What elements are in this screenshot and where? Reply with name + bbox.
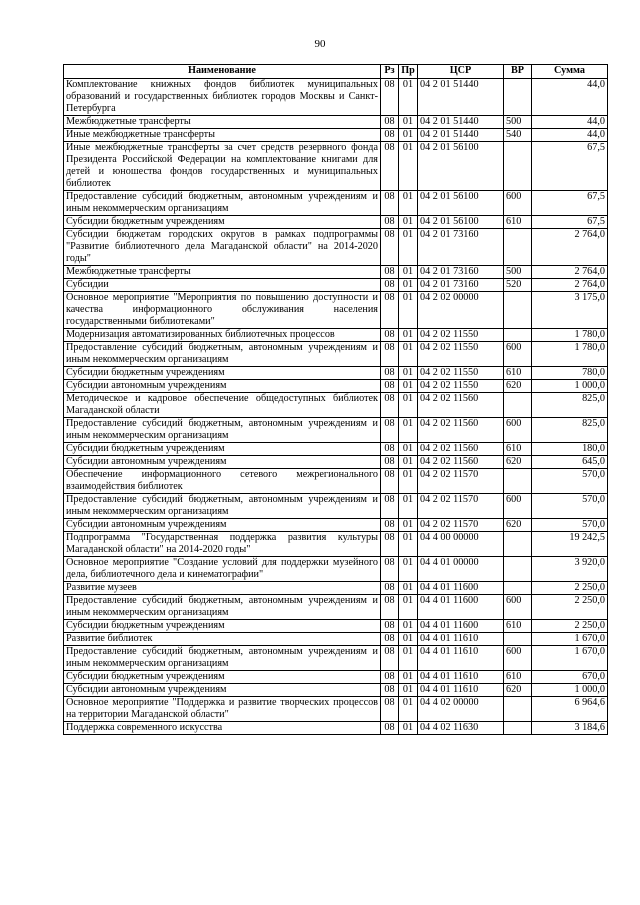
row-csr-cell: 04 2 02 11560	[418, 456, 504, 469]
row-name-cell: Подпрограмма "Государственная поддержка развития культуры Магаданской области" на 2014-2020 годы"	[64, 532, 381, 557]
row-vr-cell	[504, 142, 532, 191]
row-vr-cell	[504, 697, 532, 722]
row-sum-cell: 2 250,0	[532, 620, 608, 633]
table-row	[64, 519, 608, 532]
row-vr-cell	[504, 582, 532, 595]
row-rz-cell: 08	[381, 532, 399, 557]
row-pr-cell: 01	[399, 456, 418, 469]
row-csr-cell: 04 2 02 00000	[418, 292, 504, 329]
row-csr-cell: 04 2 01 56100	[418, 216, 504, 229]
row-rz-cell: 08	[381, 633, 399, 646]
row-name-cell: Предоставление субсидий бюджетным, автономным учреждениям и иным некоммерческим организациям	[64, 646, 381, 671]
row-sum-cell: 2 250,0	[532, 595, 608, 620]
row-rz-cell: 08	[381, 494, 399, 519]
row-csr-cell: 04 2 01 73160	[418, 229, 504, 266]
row-name-cell: Межбюджетные трансферты	[64, 266, 381, 279]
row-vr-cell: 610	[504, 620, 532, 633]
row-sum-cell: 1 000,0	[532, 380, 608, 393]
table-row	[64, 229, 608, 266]
row-sum-cell: 19 242,5	[532, 532, 608, 557]
row-vr-cell	[504, 79, 532, 116]
row-csr-cell: 04 4 01 11600	[418, 595, 504, 620]
row-rz-cell: 08	[381, 722, 399, 735]
row-name-cell: Субсидии автономным учреждениям	[64, 684, 381, 697]
row-rz-cell: 08	[381, 342, 399, 367]
table-row	[64, 697, 608, 722]
row-csr-cell: 04 4 01 11610	[418, 684, 504, 697]
row-vr-cell: 600	[504, 342, 532, 367]
row-name-cell: Предоставление субсидий бюджетным, автономным учреждениям и иным некоммерческим организациям	[64, 418, 381, 443]
row-sum-cell: 6 964,6	[532, 697, 608, 722]
row-pr-cell: 01	[399, 722, 418, 735]
row-sum-cell: 1 670,0	[532, 633, 608, 646]
header-pr: Пр	[399, 65, 418, 79]
row-csr-cell: 04 2 01 51440	[418, 116, 504, 129]
row-name-cell: Субсидии автономным учреждениям	[64, 456, 381, 469]
row-name-cell: Методическое и кадровое обеспечение общедоступных библиотек Магаданской области	[64, 393, 381, 418]
row-name-cell: Субсидии	[64, 279, 381, 292]
row-rz-cell: 08	[381, 279, 399, 292]
row-rz-cell: 08	[381, 191, 399, 216]
row-csr-cell: 04 2 02 11550	[418, 342, 504, 367]
row-name-cell: Иные межбюджетные трансферты	[64, 129, 381, 142]
row-name-cell: Субсидии автономным учреждениям	[64, 519, 381, 532]
row-pr-cell: 01	[399, 142, 418, 191]
row-pr-cell: 01	[399, 216, 418, 229]
table-row	[64, 722, 608, 735]
row-rz-cell: 08	[381, 595, 399, 620]
row-sum-cell: 1 670,0	[532, 646, 608, 671]
row-csr-cell: 04 4 01 11600	[418, 620, 504, 633]
row-csr-cell: 04 4 01 00000	[418, 557, 504, 582]
table-row	[64, 342, 608, 367]
table-row	[64, 684, 608, 697]
row-pr-cell: 01	[399, 229, 418, 266]
row-sum-cell: 3 184,6	[532, 722, 608, 735]
row-rz-cell: 08	[381, 671, 399, 684]
row-sum-cell: 44,0	[532, 79, 608, 116]
table-row	[64, 671, 608, 684]
row-rz-cell: 08	[381, 229, 399, 266]
row-name-cell: Предоставление субсидий бюджетным, автономным учреждениям и иным некоммерческим организациям	[64, 494, 381, 519]
row-sum-cell: 2 250,0	[532, 582, 608, 595]
row-vr-cell: 600	[504, 595, 532, 620]
row-pr-cell: 01	[399, 519, 418, 532]
row-csr-cell: 04 2 02 11550	[418, 329, 504, 342]
row-csr-cell: 04 2 02 11570	[418, 469, 504, 494]
row-sum-cell: 67,5	[532, 142, 608, 191]
table-row	[64, 367, 608, 380]
row-rz-cell: 08	[381, 329, 399, 342]
row-rz-cell: 08	[381, 116, 399, 129]
header-vr: ВР	[504, 65, 532, 79]
row-vr-cell	[504, 393, 532, 418]
row-pr-cell: 01	[399, 532, 418, 557]
page-number: 90	[314, 38, 326, 50]
row-vr-cell: 620	[504, 684, 532, 697]
row-vr-cell	[504, 292, 532, 329]
row-csr-cell: 04 2 01 73160	[418, 266, 504, 279]
row-name-cell: Развитие музеев	[64, 582, 381, 595]
row-pr-cell: 01	[399, 697, 418, 722]
row-pr-cell: 01	[399, 191, 418, 216]
row-rz-cell: 08	[381, 266, 399, 279]
row-vr-cell	[504, 329, 532, 342]
row-rz-cell: 08	[381, 79, 399, 116]
table-row	[64, 582, 608, 595]
row-pr-cell: 01	[399, 393, 418, 418]
row-sum-cell: 570,0	[532, 494, 608, 519]
table-row	[64, 595, 608, 620]
row-vr-cell	[504, 557, 532, 582]
row-csr-cell: 04 2 02 11570	[418, 494, 504, 519]
row-vr-cell: 600	[504, 646, 532, 671]
table-row	[64, 266, 608, 279]
table-row	[64, 469, 608, 494]
row-pr-cell: 01	[399, 620, 418, 633]
table-row	[64, 646, 608, 671]
row-rz-cell: 08	[381, 129, 399, 142]
row-csr-cell: 04 2 01 51440	[418, 129, 504, 142]
row-csr-cell: 04 4 01 11600	[418, 582, 504, 595]
row-csr-cell: 04 2 01 56100	[418, 142, 504, 191]
table-row	[64, 532, 608, 557]
budget-table	[63, 64, 608, 735]
row-name-cell: Субсидии бюджетным учреждениям	[64, 671, 381, 684]
row-csr-cell: 04 2 02 11550	[418, 367, 504, 380]
row-name-cell: Субсидии бюджетным учреждениям	[64, 620, 381, 633]
row-csr-cell: 04 2 02 11550	[418, 380, 504, 393]
row-name-cell: Субсидии бюджетам городских округов в рамках подпрограммы "Развитие библиотечного дела Магаданской области" на 2014-2020 годы"	[64, 229, 381, 266]
row-rz-cell: 08	[381, 380, 399, 393]
row-sum-cell: 3 175,0	[532, 292, 608, 329]
row-sum-cell: 44,0	[532, 116, 608, 129]
row-rz-cell: 08	[381, 557, 399, 582]
header-name: Наименование	[64, 65, 381, 79]
row-vr-cell: 500	[504, 116, 532, 129]
table-row	[64, 633, 608, 646]
row-name-cell: Предоставление субсидий бюджетным, автономным учреждениям и иным некоммерческим организациям	[64, 191, 381, 216]
row-rz-cell: 08	[381, 456, 399, 469]
row-rz-cell: 08	[381, 646, 399, 671]
table-row	[64, 418, 608, 443]
row-sum-cell: 2 764,0	[532, 279, 608, 292]
table-row	[64, 216, 608, 229]
row-vr-cell: 500	[504, 266, 532, 279]
row-sum-cell: 570,0	[532, 519, 608, 532]
row-csr-cell: 04 2 01 51440	[418, 79, 504, 116]
row-name-cell: Основное мероприятие "Мероприятия по повышению доступности и качества информационного обслуживания населения государственными библиотеками"	[64, 292, 381, 329]
row-pr-cell: 01	[399, 557, 418, 582]
table-row	[64, 329, 608, 342]
row-vr-cell	[504, 633, 532, 646]
row-rz-cell: 08	[381, 582, 399, 595]
row-sum-cell: 645,0	[532, 456, 608, 469]
table-row	[64, 279, 608, 292]
row-vr-cell: 600	[504, 418, 532, 443]
row-rz-cell: 08	[381, 620, 399, 633]
row-name-cell: Субсидии бюджетным учреждениям	[64, 367, 381, 380]
row-vr-cell: 620	[504, 380, 532, 393]
table-row	[64, 443, 608, 456]
row-pr-cell: 01	[399, 494, 418, 519]
row-pr-cell: 01	[399, 684, 418, 697]
row-sum-cell: 3 920,0	[532, 557, 608, 582]
row-name-cell: Субсидии бюджетным учреждениям	[64, 443, 381, 456]
row-sum-cell: 67,5	[532, 191, 608, 216]
row-name-cell: Предоставление субсидий бюджетным, автономным учреждениям и иным некоммерческим организациям	[64, 342, 381, 367]
row-csr-cell: 04 4 02 11630	[418, 722, 504, 735]
row-csr-cell: 04 4 01 11610	[418, 633, 504, 646]
row-pr-cell: 01	[399, 292, 418, 329]
row-csr-cell: 04 2 02 11560	[418, 418, 504, 443]
row-rz-cell: 08	[381, 367, 399, 380]
row-name-cell: Межбюджетные трансферты	[64, 116, 381, 129]
table-row	[64, 620, 608, 633]
row-sum-cell: 2 764,0	[532, 266, 608, 279]
table-row	[64, 142, 608, 191]
table-body	[64, 79, 608, 735]
row-sum-cell: 44,0	[532, 129, 608, 142]
row-csr-cell: 04 4 00 00000	[418, 532, 504, 557]
row-sum-cell: 2 764,0	[532, 229, 608, 266]
row-csr-cell: 04 2 01 73160	[418, 279, 504, 292]
row-sum-cell: 780,0	[532, 367, 608, 380]
row-pr-cell: 01	[399, 129, 418, 142]
row-pr-cell: 01	[399, 469, 418, 494]
row-vr-cell: 610	[504, 671, 532, 684]
row-rz-cell: 08	[381, 443, 399, 456]
row-pr-cell: 01	[399, 633, 418, 646]
table-row	[64, 456, 608, 469]
row-csr-cell: 04 2 01 56100	[418, 191, 504, 216]
row-sum-cell: 825,0	[532, 418, 608, 443]
row-pr-cell: 01	[399, 380, 418, 393]
row-pr-cell: 01	[399, 116, 418, 129]
row-rz-cell: 08	[381, 469, 399, 494]
row-rz-cell: 08	[381, 393, 399, 418]
row-vr-cell: 600	[504, 494, 532, 519]
header-sum: Сумма	[532, 65, 608, 79]
row-rz-cell: 08	[381, 292, 399, 329]
row-vr-cell: 540	[504, 129, 532, 142]
table-row	[64, 380, 608, 393]
row-vr-cell	[504, 229, 532, 266]
table-row	[64, 116, 608, 129]
row-name-cell: Основное мероприятие "Создание условий для поддержки музейного дела, библиотечного дела и кинематографии"	[64, 557, 381, 582]
row-vr-cell: 520	[504, 279, 532, 292]
row-sum-cell: 180,0	[532, 443, 608, 456]
row-pr-cell: 01	[399, 671, 418, 684]
row-pr-cell: 01	[399, 595, 418, 620]
row-csr-cell: 04 4 02 00000	[418, 697, 504, 722]
header-rz: Рз	[381, 65, 399, 79]
row-name-cell: Модернизация автоматизированных библиотечных процессов	[64, 329, 381, 342]
row-rz-cell: 08	[381, 418, 399, 443]
row-vr-cell: 620	[504, 456, 532, 469]
row-pr-cell: 01	[399, 367, 418, 380]
row-sum-cell: 1 000,0	[532, 684, 608, 697]
row-rz-cell: 08	[381, 216, 399, 229]
row-pr-cell: 01	[399, 443, 418, 456]
row-name-cell: Развитие библиотек	[64, 633, 381, 646]
row-vr-cell	[504, 469, 532, 494]
row-sum-cell: 1 780,0	[532, 329, 608, 342]
table-header-row	[64, 65, 608, 79]
row-sum-cell: 570,0	[532, 469, 608, 494]
table-row	[64, 191, 608, 216]
row-vr-cell: 610	[504, 443, 532, 456]
row-rz-cell: 08	[381, 697, 399, 722]
row-sum-cell: 825,0	[532, 393, 608, 418]
row-name-cell: Основное мероприятие "Поддержка и развитие творческих процессов на территории Магаданской области"	[64, 697, 381, 722]
row-pr-cell: 01	[399, 646, 418, 671]
row-name-cell: Иные межбюджетные трансферты за счет средств резервного фонда Президента Российской Федерации на комплектование книгами для детей и юношества фондов государственных и муниципальных библиотек	[64, 142, 381, 191]
row-csr-cell: 04 2 02 11560	[418, 393, 504, 418]
table-row	[64, 393, 608, 418]
row-name-cell: Субсидии автономным учреждениям	[64, 380, 381, 393]
header-csr: ЦСР	[418, 65, 504, 79]
row-pr-cell: 01	[399, 266, 418, 279]
row-vr-cell	[504, 722, 532, 735]
table-row	[64, 129, 608, 142]
row-pr-cell: 01	[399, 79, 418, 116]
row-pr-cell: 01	[399, 418, 418, 443]
row-csr-cell: 04 4 01 11610	[418, 646, 504, 671]
row-rz-cell: 08	[381, 519, 399, 532]
row-rz-cell: 08	[381, 684, 399, 697]
row-pr-cell: 01	[399, 329, 418, 342]
row-csr-cell: 04 2 02 11570	[418, 519, 504, 532]
row-name-cell: Предоставление субсидий бюджетным, автономным учреждениям и иным некоммерческим организациям	[64, 595, 381, 620]
row-csr-cell: 04 2 02 11560	[418, 443, 504, 456]
row-name-cell: Поддержка современного искусства	[64, 722, 381, 735]
table-row	[64, 557, 608, 582]
row-pr-cell: 01	[399, 279, 418, 292]
row-sum-cell: 670,0	[532, 671, 608, 684]
row-vr-cell: 620	[504, 519, 532, 532]
row-name-cell: Комплектование книжных фондов библиотек муниципальных образований и государственных библиотек городов Москвы и Санкт-Петербурга	[64, 79, 381, 116]
row-sum-cell: 67,5	[532, 216, 608, 229]
row-csr-cell: 04 4 01 11610	[418, 671, 504, 684]
row-vr-cell: 610	[504, 367, 532, 380]
row-name-cell: Субсидии бюджетным учреждениям	[64, 216, 381, 229]
row-vr-cell	[504, 532, 532, 557]
table-row	[64, 79, 608, 116]
row-vr-cell: 610	[504, 216, 532, 229]
table-row	[64, 494, 608, 519]
row-sum-cell: 1 780,0	[532, 342, 608, 367]
row-pr-cell: 01	[399, 582, 418, 595]
row-rz-cell: 08	[381, 142, 399, 191]
row-vr-cell: 600	[504, 191, 532, 216]
row-pr-cell: 01	[399, 342, 418, 367]
row-name-cell: Обеспечение информационного сетевого межрегионального взаимодействия библиотек	[64, 469, 381, 494]
table-row	[64, 292, 608, 329]
